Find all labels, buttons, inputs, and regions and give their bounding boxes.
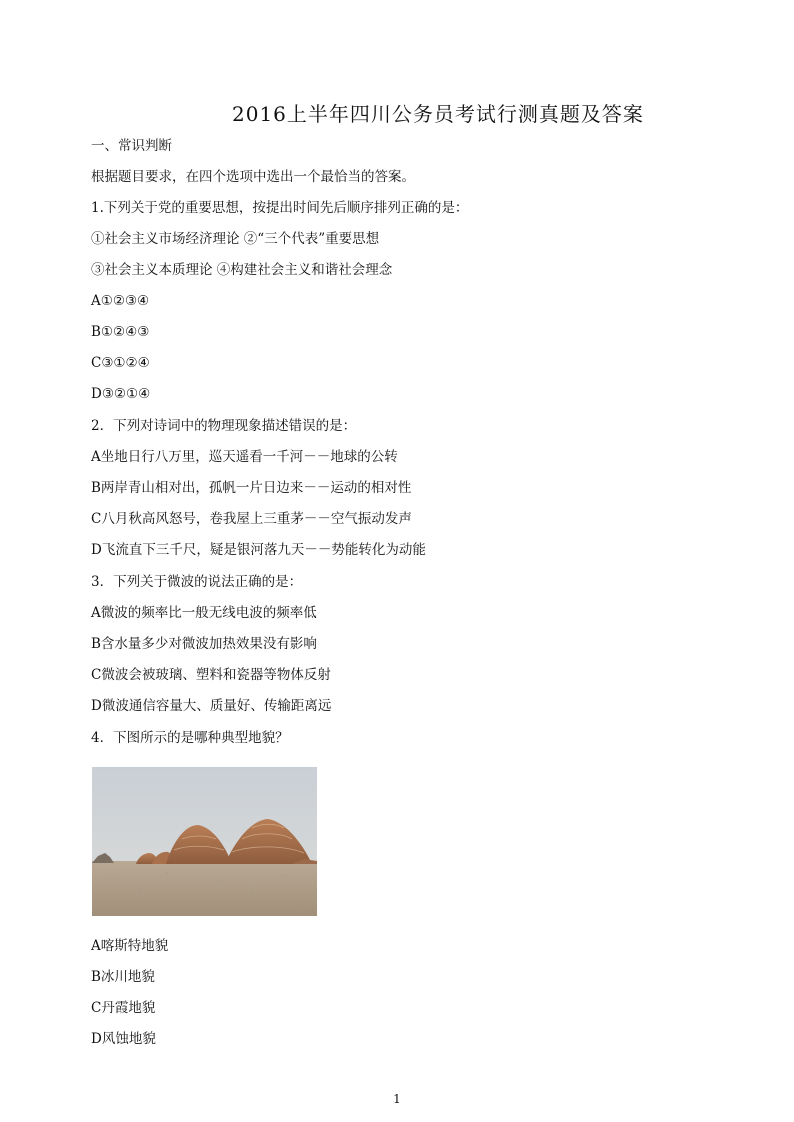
question-3-option-c: C微波会被玻璃、塑料和瓷器等物体反射 bbox=[91, 667, 331, 683]
question-1-option-a: A①②③④ bbox=[91, 293, 150, 309]
question-3-option-b: B含水量多少对微波加热效果没有影响 bbox=[91, 636, 317, 652]
question-1-statement-2: ③社会主义本质理论 ④构建社会主义和谐社会理念 bbox=[91, 262, 393, 278]
question-3-stem: 3．下列关于微波的说法正确的是： bbox=[91, 574, 303, 590]
instruction-text: 根据题目要求，在四个选项中选出一个最恰当的答案。 bbox=[91, 169, 415, 185]
page-title: 2016上半年四川公务员考试行测真题及答案 bbox=[232, 102, 644, 126]
question-1-option-d: D③②①④ bbox=[91, 386, 151, 402]
question-4-option-d: D风蚀地貌 bbox=[91, 1031, 156, 1047]
question-3-option-a: A微波的频率比一般无线电波的频率低 bbox=[91, 605, 317, 621]
question-1-option-b: B①②④③ bbox=[91, 324, 150, 340]
page-number: 1 bbox=[393, 1092, 401, 1106]
question-2-option-c: C八月秋高风怒号，卷我屋上三重茅－－空气振动发声 bbox=[91, 511, 412, 527]
landform-photo bbox=[92, 767, 317, 916]
question-3-option-d: D微波通信容量大、质量好、传输距离远 bbox=[91, 698, 332, 714]
question-2-option-d: D飞流直下三千尺，疑是银河落九天－－势能转化为动能 bbox=[91, 542, 426, 558]
section-heading: 一、常识判断 bbox=[91, 138, 172, 154]
question-1-statement-1: ①社会主义市场经济理论 ②“三个代表”重要思想 bbox=[91, 231, 380, 247]
question-1-option-c: C③①②④ bbox=[91, 355, 150, 371]
question-4-option-a: A喀斯特地貌 bbox=[91, 938, 169, 954]
question-4-option-b: B冰川地貌 bbox=[91, 969, 155, 985]
question-2-stem: 2．下列对诗词中的物理现象描述错误的是： bbox=[91, 418, 357, 434]
question-4-stem: 4．下图所示的是哪种典型地貌？ bbox=[91, 730, 289, 746]
question-4-option-c: C丹霞地貌 bbox=[91, 1000, 156, 1016]
question-2-option-a: A坐地日行八万里，巡天遥看一千河－－地球的公转 bbox=[91, 449, 398, 465]
question-2-option-b: B两岸青山相对出，孤帆一片日边来－－运动的相对性 bbox=[91, 480, 412, 496]
question-1-stem: 1.下列关于党的重要思想，按提出时间先后顺序排列正确的是： bbox=[91, 200, 469, 216]
